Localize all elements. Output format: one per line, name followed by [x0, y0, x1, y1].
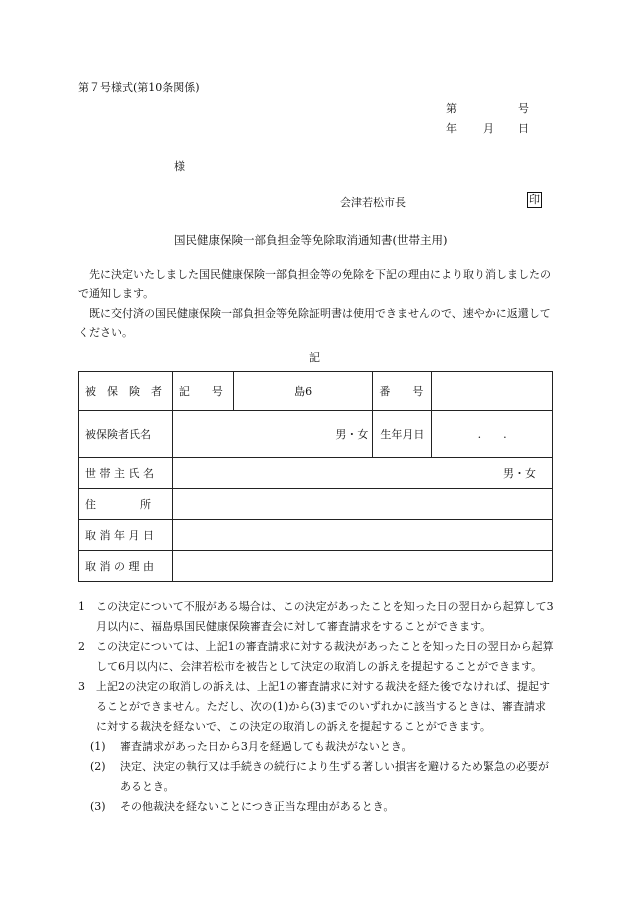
- insured-label: 被 保 険 者: [79, 372, 173, 411]
- notes-section: [78, 597, 556, 817]
- head-name-label: 世 帯 主 氏 名: [79, 458, 173, 489]
- head-sex-options: 男・女: [172, 458, 552, 489]
- insured-sex-options: 男・女: [172, 411, 372, 458]
- document-title: 国民健康保険一部負担金等免除取消通知書(世帯主用): [174, 233, 448, 247]
- bango-label: 番 号: [373, 372, 432, 411]
- kigo-label: 記 号: [172, 372, 233, 411]
- table-row-insured: [79, 372, 553, 411]
- addressee-honorific: 様: [174, 160, 185, 173]
- subnote-item: [78, 797, 556, 817]
- form-table: [78, 371, 553, 582]
- address-value: [172, 489, 552, 520]
- note-number: 1: [78, 600, 85, 613]
- date-year-label: 年: [446, 122, 457, 135]
- note-item: [78, 597, 556, 637]
- document-number-prefix: 第: [446, 102, 457, 115]
- document-number-suffix: 号: [518, 102, 529, 115]
- date-day-label: 日: [518, 122, 529, 135]
- cancel-reason-value: [172, 551, 552, 582]
- cancel-date-value: [172, 520, 552, 551]
- birth-value: . .: [432, 411, 553, 458]
- subnote-number: (2): [90, 760, 106, 773]
- table-row-cancel-reason: [79, 551, 553, 582]
- issuer-name: 会津若松市長: [340, 196, 406, 209]
- note-text: 上記2の決定の取消しの訴えは、上記1の審査請求に対する裁決を経た後でなければ、提起することができません。ただし、次の(1)から(3)までのいずれかに該当するときは、審査請求に対する裁決を経ないで、この決定の取消しの訴えを提起することができます。: [96, 680, 550, 733]
- insured-name-label: 被保険者氏名: [79, 411, 173, 458]
- bango-value: [432, 372, 553, 411]
- note-text: この決定については、上記1の審査請求に対する裁決があったことを知った日の翌日から起算して6月以内に、会津若松市を被告として決定の取消しの訴えを提起することができます。: [96, 640, 554, 673]
- subnote-item: [78, 737, 556, 757]
- note-number: 3: [78, 680, 85, 693]
- subnote-item: [78, 757, 556, 797]
- note-item: [78, 677, 556, 737]
- note-item: [78, 637, 556, 677]
- ki-heading: 記: [309, 351, 320, 364]
- body-paragraph-2: 既に交付済の国民健康保険一部負担金等免除証明書は使用できませんので、速やかに返還してください。: [78, 307, 551, 339]
- note-number: 2: [78, 640, 85, 653]
- subnote-text: その他裁決を経ないことにつき正当な理由があるとき。: [120, 800, 395, 813]
- seal-mark: 印: [529, 193, 540, 206]
- subnote-text: 決定、決定の執行又は手続きの続行により生ずる著しい損害を避けるため緊急の必要があるとき。: [120, 760, 549, 793]
- birth-label: 生年月日: [373, 411, 432, 458]
- subnote-text: 審査請求があった日から3月を経過しても裁決がないとき。: [120, 740, 413, 753]
- table-row-insured-name: [79, 411, 553, 458]
- subnote-number: (1): [90, 740, 106, 753]
- kigo-value: 島6: [233, 372, 373, 411]
- form-number-label: 第７号様式(第10条関係): [78, 81, 200, 94]
- subnote-number: (3): [90, 800, 106, 813]
- table-row-cancel-date: [79, 520, 553, 551]
- date-month-label: 月: [483, 122, 494, 135]
- note-text: この決定について不服がある場合は、この決定があったことを知った日の翌日から起算して3月以内に、福島県国民健康保険審査会に対して審査請求をすることができます。: [96, 600, 554, 633]
- table-row-address: [79, 489, 553, 520]
- cancel-reason-label: 取 消 の 理 由: [79, 551, 173, 582]
- table-row-head-name: [79, 458, 553, 489]
- body-paragraph-1: 先に決定いたしました国民健康保険一部負担金等の免除を下記の理由により取り消しましたので通知します。: [78, 268, 551, 300]
- address-label: 住 所: [79, 489, 173, 520]
- cancel-date-label: 取 消 年 月 日: [79, 520, 173, 551]
